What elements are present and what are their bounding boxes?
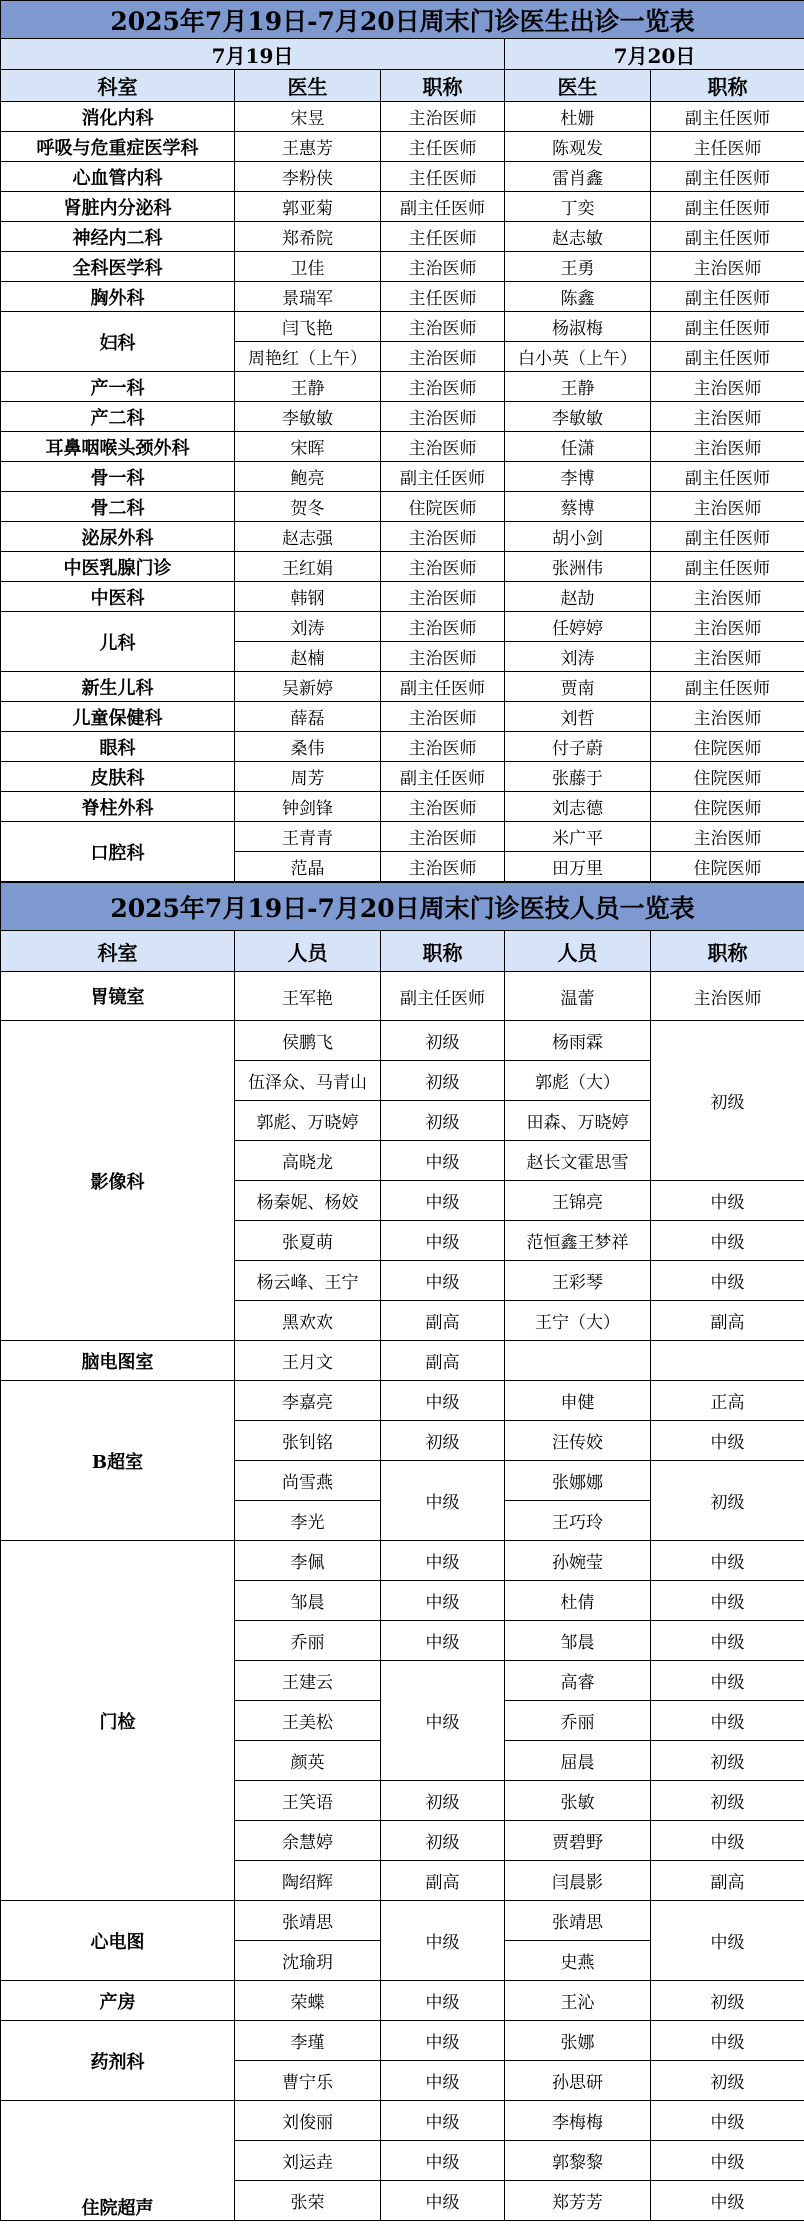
dept-name: 中医科 [1,582,235,612]
staff-day1: 王军艳 [235,972,381,1021]
title-day1: 中级 [381,1141,505,1181]
title-day1: 副主任医师 [381,462,505,492]
staff-day1: 伍泽众、马青山 [235,1061,381,1101]
dept-name: 住院超声 [1,2101,235,2221]
title-day1: 主治医师 [381,252,505,282]
staff-day1: 余慧婷 [235,1821,381,1861]
doctor-day2: 陈鑫 [505,282,651,312]
title-day1: 主治医师 [381,342,505,372]
staff-day2: 屈晨 [505,1741,651,1781]
doctor-day1: 景瑞军 [235,282,381,312]
doctor-day1: 钟剑锋 [235,792,381,822]
doctor-day2: 雷肖鑫 [505,162,651,192]
dept-name: 妇科 [1,312,235,372]
doctor-day2: 杜姗 [505,102,651,132]
title-day1: 中级 [381,1381,505,1421]
title-day2: 副高 [651,1301,804,1341]
title-day2: 主治医师 [651,402,804,432]
staff-day2: 郭彪（大） [505,1061,651,1101]
doctor-day1: 卫佳 [235,252,381,282]
title-day1: 主治医师 [381,522,505,552]
title-day2: 初级 [651,1781,804,1821]
title-day1: 副高 [381,1301,505,1341]
doctor-table-title: 2025年7月19日-7月20日周末门诊医生出诊一览表 [1,1,804,39]
dept-name: 泌尿外科 [1,522,235,552]
staff-day2: 史燕 [505,1941,651,1981]
doctor-day1: 吴新婷 [235,672,381,702]
doctor-day1: 薛磊 [235,702,381,732]
doctor-day1: 王红娟 [235,552,381,582]
doctor-day2: 胡小剑 [505,522,651,552]
doctor-day2: 贾南 [505,672,651,702]
staff-day1: 李佩 [235,1541,381,1581]
doctor-day2: 王勇 [505,252,651,282]
title-day2: 正高 [651,1381,804,1421]
staff-day2: 王宁（大） [505,1301,651,1341]
table-row [1,1901,804,1941]
doctor-day2: 付子蔚 [505,732,651,762]
title-day2: 住院医师 [651,762,804,792]
staff-day2: 王巧玲 [505,1501,651,1541]
table-row [1,792,804,822]
table-row [1,972,804,1021]
table-row [1,252,804,282]
dept-name: 呼吸与危重症医学科 [1,132,235,162]
table-row [1,822,804,852]
doctor-day2: 刘志德 [505,792,651,822]
title-day1: 副主任医师 [381,972,505,1021]
staff-day1: 乔丽 [235,1621,381,1661]
doctor-day1: 赵楠 [235,642,381,672]
staff-day2: 田森、万晓婷 [505,1101,651,1141]
col-header-title-day1: 职称 [381,70,505,102]
doctor-day1: 贺冬 [235,492,381,522]
title-day2: 初级 [651,1461,804,1541]
title-day1: 中级 [381,1261,505,1301]
dept-name: 骨二科 [1,492,235,522]
staff-day2: 张娜 [505,2021,651,2061]
staff-day2: 高睿 [505,1661,651,1701]
title-day1: 主任医师 [381,222,505,252]
title-day1: 初级 [381,1101,505,1141]
dept-name: 新生儿科 [1,672,235,702]
staff-day2: 邹晨 [505,1621,651,1661]
title-day2: 中级 [651,1221,804,1261]
title-day1: 主治医师 [381,102,505,132]
doctor-day1: 李粉侠 [235,162,381,192]
title-day2: 副主任医师 [651,162,804,192]
title-day2: 副主任医师 [651,312,804,342]
dept-name: 口腔科 [1,822,235,882]
staff-day1: 黑欢欢 [235,1301,381,1341]
title-day2: 主治医师 [651,582,804,612]
title-day1: 主任医师 [381,132,505,162]
staff-day1: 郭彪、万晓婷 [235,1101,381,1141]
title-day1: 副高 [381,1861,505,1901]
table-row [1,672,804,702]
doctor-day2: 蔡博 [505,492,651,522]
doctor-day1: 王静 [235,372,381,402]
doctor-day1: 宋昱 [235,102,381,132]
title-day2: 住院医师 [651,732,804,762]
title-day1: 主治医师 [381,402,505,432]
doctor-day1: 郭亚菊 [235,192,381,222]
title-day1: 主治医师 [381,612,505,642]
table-row [1,1341,804,1381]
dept-name: 儿童保健科 [1,702,235,732]
doctor-day1: 韩钢 [235,582,381,612]
title-day1: 住院医师 [381,492,505,522]
title-day2: 主治医师 [651,612,804,642]
tech-staff-table [0,882,804,2221]
title-day2: 副主任医师 [651,222,804,252]
doctor-day2: 李敏敏 [505,402,651,432]
col-header-dept: 科室 [1,70,235,102]
title-day2: 中级 [651,1581,804,1621]
title-day2: 副高 [651,1861,804,1901]
table-row [1,702,804,732]
title-day2: 初级 [651,1741,804,1781]
title-day2: 住院医师 [651,852,804,882]
dept-name: 产二科 [1,402,235,432]
dept-name: 耳鼻咽喉头颈外科 [1,432,235,462]
title-day1: 主治医师 [381,312,505,342]
title-day1: 主治医师 [381,822,505,852]
staff-day1: 李光 [235,1501,381,1541]
date-header-day2: 7月20日 [505,39,804,70]
title-day2: 中级 [651,2181,804,2221]
table-row [1,1381,804,1421]
dept-name: 皮肤科 [1,762,235,792]
table-row [1,162,804,192]
title-day1: 初级 [381,1021,505,1061]
doctor-day1: 赵志强 [235,522,381,552]
title-day2: 中级 [651,1661,804,1701]
table-row [1,762,804,792]
staff-day1: 沈瑜玥 [235,1941,381,1981]
table-row [1,192,804,222]
doctor-day2: 白小英（上午） [505,342,651,372]
title-day1: 主治医师 [381,792,505,822]
title-day2: 主治医师 [651,972,804,1021]
dept-name: 心血管内科 [1,162,235,192]
table-row [1,612,804,642]
title-day1: 中级 [381,2061,505,2101]
staff-day2: 杜倩 [505,1581,651,1621]
col-header-title-day2: 职称 [651,931,804,972]
doctor-day2: 杨淑梅 [505,312,651,342]
table-row [1,552,804,582]
table-row [1,1541,804,1581]
title-day2: 中级 [651,1181,804,1221]
table-row [1,492,804,522]
staff-day1: 陶绍辉 [235,1861,381,1901]
title-day2: 中级 [651,1821,804,1861]
doctor-day2: 赵劼 [505,582,651,612]
title-day2: 初级 [651,1021,804,1181]
doctor-day2: 王静 [505,372,651,402]
table-row [1,1981,804,2021]
title-day2: 中级 [651,1541,804,1581]
title-day2 [651,1341,804,1381]
title-day2: 副主任医师 [651,462,804,492]
title-day1: 中级 [381,1621,505,1661]
title-day2: 副主任医师 [651,192,804,222]
title-day1: 中级 [381,1221,505,1261]
doctor-day1: 范晶 [235,852,381,882]
title-day2: 中级 [651,1421,804,1461]
doctor-day1: 王青青 [235,822,381,852]
table-row [1,2021,804,2061]
dept-name: 胸外科 [1,282,235,312]
staff-day2: 李梅梅 [505,2101,651,2141]
staff-day1: 张荣 [235,2181,381,2221]
title-day1: 主治医师 [381,702,505,732]
doctor-day2: 田万里 [505,852,651,882]
table-row [1,132,804,162]
doctor-day2: 刘哲 [505,702,651,732]
dept-name: B超室 [1,1381,235,1541]
title-day1: 主治医师 [381,732,505,762]
title-day1: 主治医师 [381,372,505,402]
staff-day2: 杨雨霖 [505,1021,651,1061]
title-day2: 中级 [651,1261,804,1301]
title-day2: 主治医师 [651,642,804,672]
table-row [1,582,804,612]
dept-name: 门检 [1,1541,235,1901]
staff-day2: 张敏 [505,1781,651,1821]
dept-name: 药剂科 [1,2021,235,2101]
title-day1: 中级 [381,1581,505,1621]
dept-name: 骨一科 [1,462,235,492]
title-day1: 中级 [381,1181,505,1221]
title-day1: 中级 [381,1541,505,1581]
title-day1: 主治医师 [381,642,505,672]
date-header-day1: 7月19日 [1,39,505,70]
title-day2: 主治医师 [651,252,804,282]
staff-day1: 张夏萌 [235,1221,381,1261]
title-day1: 主任医师 [381,162,505,192]
dept-name: 产一科 [1,372,235,402]
doctor-day1: 桑伟 [235,732,381,762]
dept-name: 儿科 [1,612,235,672]
title-day2: 副主任医师 [651,672,804,702]
doctor-day1: 周艳红（上午） [235,342,381,372]
staff-day1: 尚雪燕 [235,1461,381,1501]
title-day2: 初级 [651,1981,804,2021]
doctor-schedule-table [0,0,804,882]
title-day2: 中级 [651,2141,804,2181]
dept-name: 脑电图室 [1,1341,235,1381]
doctor-day1: 李敏敏 [235,402,381,432]
doctor-day2: 赵志敏 [505,222,651,252]
staff-day2: 范恒鑫王梦祥 [505,1221,651,1261]
doctor-day1: 闫飞艳 [235,312,381,342]
title-day2: 住院医师 [651,792,804,822]
title-day1: 主治医师 [381,582,505,612]
title-day1: 中级 [381,1901,505,1981]
title-day1: 中级 [381,2021,505,2061]
title-day1: 中级 [381,1461,505,1541]
staff-day1: 邹晨 [235,1581,381,1621]
title-day2: 中级 [651,1901,804,1981]
staff-day1: 刘运垚 [235,2141,381,2181]
staff-day1: 颜英 [235,1741,381,1781]
doctor-day2: 刘涛 [505,642,651,672]
doctor-day2: 米广平 [505,822,651,852]
staff-day2: 闫晨影 [505,1861,651,1901]
table-row [1,372,804,402]
title-day2: 中级 [651,2021,804,2061]
table-row [1,222,804,252]
title-day2: 主治医师 [651,822,804,852]
dept-name: 脊柱外科 [1,792,235,822]
staff-day1: 王建云 [235,1661,381,1701]
title-day2: 副主任医师 [651,282,804,312]
dept-name: 消化内科 [1,102,235,132]
title-day1: 初级 [381,1821,505,1861]
table-row [1,312,804,342]
staff-day1: 李瑾 [235,2021,381,2061]
staff-day2: 孙思研 [505,2061,651,2101]
staff-day2: 张娜娜 [505,1461,651,1501]
staff-day1: 杨秦妮、杨姣 [235,1181,381,1221]
dept-name: 肾脏内分泌科 [1,192,235,222]
table-row [1,732,804,762]
doctor-day1: 郑希院 [235,222,381,252]
staff-day2 [505,1341,651,1381]
title-day2: 主治医师 [651,432,804,462]
doctor-day1: 宋晖 [235,432,381,462]
doctor-day1: 王惠芳 [235,132,381,162]
table-row [1,432,804,462]
dept-name: 神经内二科 [1,222,235,252]
staff-day2: 赵长文霍思雪 [505,1141,651,1181]
staff-day2: 王沁 [505,1981,651,2021]
title-day2: 副主任医师 [651,342,804,372]
col-header-title-day1: 职称 [381,931,505,972]
col-header-staff-day1: 人员 [235,931,381,972]
title-day1: 初级 [381,1061,505,1101]
dept-name: 眼科 [1,732,235,762]
doctor-day2: 陈观发 [505,132,651,162]
staff-day2: 王锦亮 [505,1181,651,1221]
dept-name: 中医乳腺门诊 [1,552,235,582]
doctor-day2: 任婷婷 [505,612,651,642]
doctor-day1: 鲍亮 [235,462,381,492]
table-row [1,1021,804,1061]
dept-name: 产房 [1,1981,235,2021]
title-day1: 副主任医师 [381,192,505,222]
staff-day2: 郑芳芳 [505,2181,651,2221]
tech-table-title: 2025年7月19日-7月20日周末门诊医技人员一览表 [1,883,804,931]
staff-day1: 荣蝶 [235,1981,381,2021]
staff-day1: 王笑语 [235,1781,381,1821]
title-day2: 主治医师 [651,372,804,402]
title-day2: 副主任医师 [651,522,804,552]
title-day2: 中级 [651,1701,804,1741]
col-header-doctor-day1: 医生 [235,70,381,102]
col-header-dept: 科室 [1,931,235,972]
dept-name: 心电图 [1,1901,235,1981]
title-day1: 初级 [381,1421,505,1461]
dept-name: 胃镜室 [1,972,235,1021]
title-day2: 副主任医师 [651,552,804,582]
col-header-doctor-day2: 医生 [505,70,651,102]
title-day2: 主任医师 [651,132,804,162]
title-day2: 中级 [651,2101,804,2141]
staff-day1: 王美松 [235,1701,381,1741]
title-day2: 主治医师 [651,702,804,732]
title-day1: 主任医师 [381,282,505,312]
col-header-staff-day2: 人员 [505,931,651,972]
table-row [1,522,804,552]
dept-name: 全科医学科 [1,252,235,282]
doctor-day2: 李博 [505,462,651,492]
doctor-day1: 周芳 [235,762,381,792]
title-day2: 副主任医师 [651,102,804,132]
title-day1: 主治医师 [381,852,505,882]
title-day2: 中级 [651,1621,804,1661]
table-row [1,402,804,432]
title-day1: 中级 [381,2141,505,2181]
doctor-day2: 张藤于 [505,762,651,792]
table-row [1,2101,804,2141]
title-day2: 主治医师 [651,492,804,522]
col-header-title-day2: 职称 [651,70,804,102]
staff-day1: 王月文 [235,1341,381,1381]
dept-name: 影像科 [1,1021,235,1341]
title-day1: 中级 [381,2181,505,2221]
staff-day1: 侯鹏飞 [235,1021,381,1061]
staff-day2: 申健 [505,1381,651,1421]
title-day1: 中级 [381,1661,505,1781]
title-day1: 副主任医师 [381,672,505,702]
doctor-day2: 张洲伟 [505,552,651,582]
table-row [1,282,804,312]
doctor-day1: 刘涛 [235,612,381,642]
title-day1: 中级 [381,1981,505,2021]
doctor-day2: 丁奕 [505,192,651,222]
staff-day2: 汪传姣 [505,1421,651,1461]
staff-day2: 孙婉莹 [505,1541,651,1581]
staff-day1: 刘俊丽 [235,2101,381,2141]
staff-day1: 杨云峰、王宁 [235,1261,381,1301]
staff-day2: 贾碧野 [505,1821,651,1861]
staff-day2: 郭黎黎 [505,2141,651,2181]
table-row [1,462,804,492]
title-day1: 副主任医师 [381,762,505,792]
staff-day2: 王彩琴 [505,1261,651,1301]
title-day1: 主治医师 [381,552,505,582]
staff-day1: 李嘉亮 [235,1381,381,1421]
title-day1: 中级 [381,2101,505,2141]
staff-day1: 张靖思 [235,1901,381,1941]
title-day1: 初级 [381,1781,505,1821]
title-day2: 初级 [651,2061,804,2101]
staff-day2: 乔丽 [505,1701,651,1741]
table-row [1,102,804,132]
doctor-day2: 任潇 [505,432,651,462]
title-day1: 主治医师 [381,432,505,462]
staff-day1: 张钊铭 [235,1421,381,1461]
title-day1: 副高 [381,1341,505,1381]
staff-day2: 张靖思 [505,1901,651,1941]
staff-day2: 温蕾 [505,972,651,1021]
staff-day1: 高晓龙 [235,1141,381,1181]
staff-day1: 曹宁乐 [235,2061,381,2101]
